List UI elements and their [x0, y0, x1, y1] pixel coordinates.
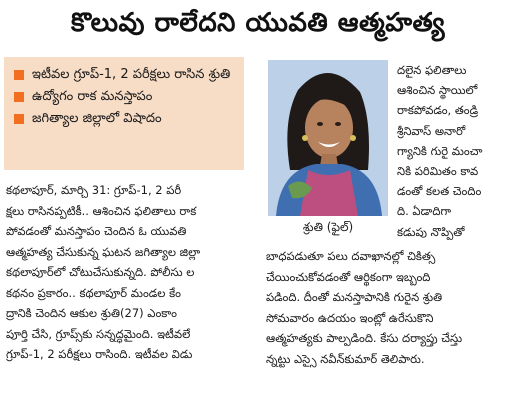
- bullet-icon: [14, 92, 24, 102]
- article-line: నికి పరిమితం కావ: [397, 164, 479, 179]
- article-line: ది. ఏడాదిగా: [397, 204, 452, 219]
- article-line: పూర్తి చేసి, గ్రూప్స్‌కు సన్నద్ధమైంది. ఇటీవలే: [6, 326, 191, 341]
- article-line: ఆశించిన స్థాయిలో: [397, 83, 478, 98]
- article-line: ఆత్మహత్యకు పాల్పడింది. కేసు దర్యాప్తు చేస్తు: [266, 331, 463, 345]
- highlight-item: [14, 87, 238, 107]
- article-line: న్నట్టు ఎస్సై నవీన్‌కుమార్ తెలిపారు.: [266, 351, 425, 366]
- article-line: దలైన ఫలితాలు: [397, 63, 467, 77]
- photo-caption: శ్రుతి (ఫైల్): [302, 220, 354, 234]
- highlights-box: [4, 57, 244, 170]
- article-line: గ్యానికి గురై మంచా: [397, 143, 483, 158]
- article-line: బాధపడుతూ పలు దవాఖానల్లో చికిత్స: [266, 249, 436, 263]
- article-line: కథనం ప్రకారం.. కథలాపూర్ మండల కేం: [6, 285, 181, 300]
- portrait-image: [268, 60, 388, 216]
- article-line: గ్రూప్-1, 2 పరీక్షలు రాసింది. ఇటీవల విడు: [6, 347, 193, 361]
- article-column-bottom: [266, 246, 512, 369]
- article-line: కథలాపూర్‌లో చోటుచేసుకున్నది. పోలీసు ల: [6, 265, 195, 279]
- highlight-text: జగిత్యాల జిల్లాలో విషాదం: [32, 111, 162, 126]
- article-column-left: [6, 180, 258, 365]
- article-line: కథలాపూర్, మార్చి 31: గ్రూప్-1, 2 పరీ: [6, 183, 182, 197]
- article-line: పోవడంతో మనస్తాపం చెందిన ఓ యువతి: [6, 224, 187, 238]
- article-line: డంతో కలత చెందిం: [397, 184, 482, 199]
- bullet-icon: [14, 114, 24, 124]
- highlight-item: [14, 65, 238, 85]
- highlight-text: ఉద్యోగం రాక మనస్తాపం: [32, 89, 153, 104]
- article-line: శ్రీనివాస్ అనారో: [397, 123, 466, 138]
- article-line: పడింది. దీంతో మనస్తాపానికి గురైన శ్రుతి: [266, 290, 443, 304]
- bullet-icon: [14, 70, 24, 80]
- article-line: ఆత్మహత్య చేసుకున్న ఘటన జగిత్యాల జిల్లా: [6, 244, 201, 259]
- article-column-right: [397, 60, 513, 242]
- article-line: క్షలు రాసినప్పటికీ.. ఆశించిన ఫలితాలు రాక: [6, 203, 197, 218]
- headline: కొలువు రాలేదని యువతి ఆత్మహత్య: [70, 8, 446, 38]
- article-line: చేయించుకోవడంతో ఆర్థికంగా ఇబ్బంది: [266, 269, 431, 284]
- article-line: ద్రానికి చెందిన ఆకుల శ్రుతి(27) ఎంకాం: [6, 306, 177, 320]
- article-line: సోమవారం ఉదయం ఇంట్లో ఉరేసుకొని: [266, 310, 434, 325]
- portrait-photo: [268, 60, 388, 216]
- article-line: రాకపోవడం, తండ్రి: [397, 103, 479, 118]
- article-line: కడుపు నొప్పితో: [397, 224, 465, 239]
- highlight-text: ఇటీవల గ్రూప్-1, 2 పరీక్షలు రాసిన శ్రుతి: [32, 67, 231, 82]
- highlight-item: [14, 109, 238, 129]
